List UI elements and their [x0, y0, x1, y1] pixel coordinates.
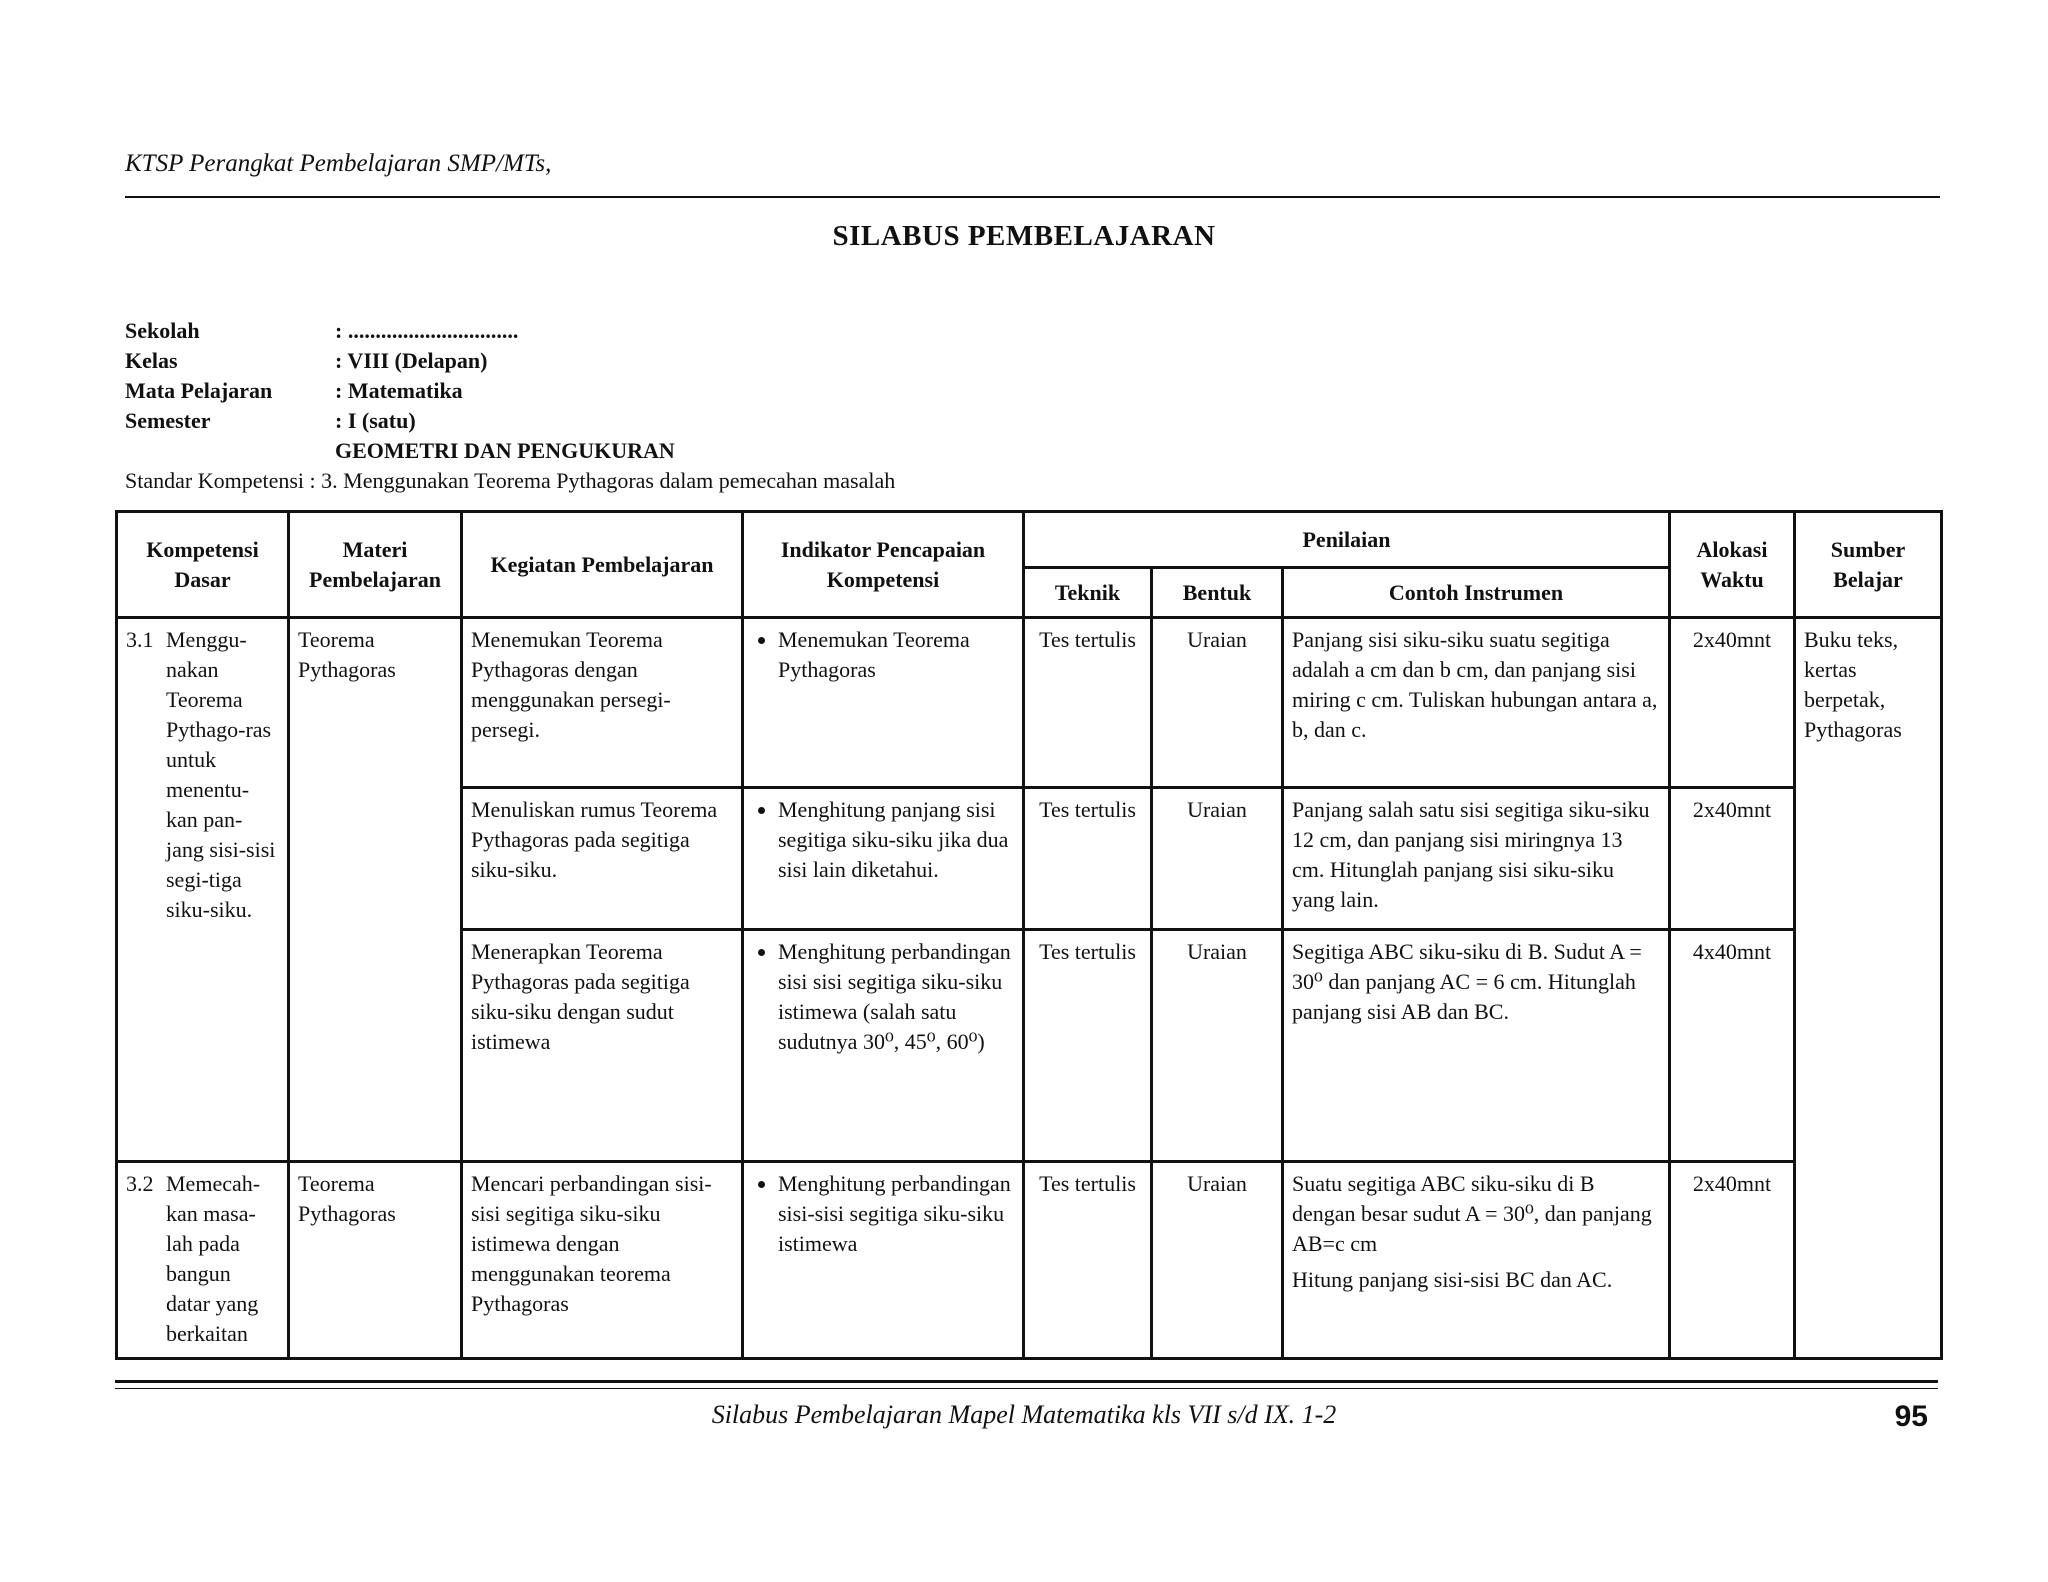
alokasi-cell: 2x40mnt	[1670, 1162, 1795, 1359]
contoh-cell: Segitiga ABC siku-siku di B. Sudut A = 30⁰ dan panjang AC = 6 cm. Hitunglah panjang sisi AB dan BC.	[1283, 930, 1670, 1162]
kegiatan-cell: Menuliskan rumus Teorema Pythagoras pada segitiga siku-siku.	[462, 788, 743, 930]
col-header-sumber: Sumber Belajar	[1795, 512, 1942, 618]
kegiatan-cell: Menemukan Teorema Pythagoras dengan menggunakan persegi-persegi.	[462, 618, 743, 788]
bentuk-cell: Uraian	[1152, 788, 1283, 930]
indikator-item: • Menghitung perbandingan sisi-sisi segitiga siku-siku istimewa	[778, 1169, 1014, 1259]
meta-row-kelas	[125, 346, 895, 376]
alokasi-cell: 2x40mnt	[1670, 618, 1795, 788]
footer-rule	[115, 1388, 1938, 1389]
indikator-item: • Menemukan Teorema Pythagoras	[778, 625, 1014, 685]
bentuk-cell: Uraian	[1152, 618, 1283, 788]
indikator-cell	[743, 1162, 1024, 1359]
kd-number: 3.2	[126, 1171, 154, 1196]
bentuk-cell: Uraian	[1152, 930, 1283, 1162]
alokasi-cell: 4x40mnt	[1670, 930, 1795, 1162]
teknik-cell: Tes tertulis	[1024, 930, 1152, 1162]
teknik-cell: Tes tertulis	[1024, 618, 1152, 788]
syllabus-table	[115, 510, 1943, 1360]
kd-text: Memecah-kan masa-lah pada bangun datar yang berkaitan	[166, 1171, 261, 1346]
meta-label: Mata Pelajaran	[125, 378, 273, 403]
kd-text: Menggu-nakan Teorema Pythago-ras untuk menentu-kan pan-jang sisi-sisi segi-tiga siku-siku.	[166, 627, 276, 922]
teknik-cell: Tes tertulis	[1024, 788, 1152, 930]
indikator-item: • Menghitung perbandingan sisi sisi segitiga siku-siku istimewa (salah satu sudutnya 30⁰, 45⁰, 60⁰)	[778, 937, 1014, 1057]
col-header-kd: Kompetensi Dasar	[117, 512, 289, 618]
alokasi-cell: 2x40mnt	[1670, 788, 1795, 930]
kegiatan-cell: Menerapkan Teorema Pythagoras pada segitiga siku-siku dengan sudut istimewa	[462, 930, 743, 1162]
header-rule	[125, 196, 1940, 198]
meta-row-sekolah	[125, 316, 895, 346]
bentuk-cell: Uraian	[1152, 1162, 1283, 1359]
indikator-cell	[743, 788, 1024, 930]
meta-row-semester	[125, 406, 895, 436]
document-title: SILABUS PEMBELAJARAN	[832, 220, 1216, 252]
meta-label: Sekolah	[125, 318, 200, 343]
table-row	[117, 618, 1942, 788]
col-header-alokasi: Alokasi Waktu	[1670, 512, 1795, 618]
teknik-cell: Tes tertulis	[1024, 1162, 1152, 1359]
meta-topic: GEOMETRI DAN PENGUKURAN	[335, 438, 675, 463]
col-header-contoh: Contoh Instrumen	[1283, 568, 1670, 618]
col-header-penilaian: Penilaian	[1024, 512, 1670, 568]
standar-kompetensi: Standar Kompetensi : 3. Menggunakan Teorema Pythagoras dalam pemecahan masalah	[125, 468, 896, 493]
running-footer: Silabus Pembelajaran Mapel Matematika kls VII s/d IX. 1-2	[711, 1400, 1337, 1429]
kd-cell-2	[117, 1162, 289, 1359]
meta-block	[125, 316, 895, 496]
meta-value: : ...............................	[335, 318, 519, 343]
table-row	[117, 1162, 1942, 1359]
page-number: 95	[1894, 1400, 1928, 1433]
running-header: KTSP Perangkat Pembelajaran SMP/MTs,	[125, 150, 552, 177]
materi-cell-2: Teorema Pythagoras	[289, 1162, 462, 1359]
col-header-materi: Materi Pembelajaran	[289, 512, 462, 618]
meta-label: Kelas	[125, 348, 178, 373]
meta-value: : I (satu)	[335, 408, 416, 433]
contoh-cell: Panjang salah satu sisi segitiga siku-siku 12 cm, dan panjang sisi miringnya 13 cm. Hitunglah panjang sisi siku-siku yang lain.	[1283, 788, 1670, 930]
col-header-teknik: Teknik	[1024, 568, 1152, 618]
materi-cell-1: Teorema Pythagoras	[289, 618, 462, 1162]
indikator-cell	[743, 930, 1024, 1162]
kegiatan-cell: Mencari perbandingan sisi-sisi segitiga siku-siku istimewa dengan menggunakan teorema Pythagoras	[462, 1162, 743, 1359]
sumber-cell: Buku teks, kertas berpetak, Pythagoras	[1795, 618, 1942, 1359]
contoh-text: Suatu segitiga ABC siku-siku di B dengan besar sudut A = 30⁰, dan panjang AB=c cm	[1292, 1171, 1652, 1256]
meta-value: : VIII (Delapan)	[335, 348, 488, 373]
kd-number: 3.1	[126, 627, 154, 652]
meta-row-mapel	[125, 376, 895, 406]
meta-value: : Matematika	[335, 378, 463, 403]
contoh-text-2: Hitung panjang sisi-sisi BC dan AC.	[1292, 1267, 1613, 1292]
contoh-cell	[1283, 1162, 1670, 1359]
indikator-cell	[743, 618, 1024, 788]
col-header-kegiatan: Kegiatan Pembelajaran	[462, 512, 743, 618]
kd-cell-1	[117, 618, 289, 1162]
col-header-indikator: Indikator Pencapaian Kompetensi	[743, 512, 1024, 618]
contoh-cell: Panjang sisi siku-siku suatu segitiga adalah a cm dan b cm, dan panjang sisi miring c cm. Tuliskan hubungan antara a, b, dan c.	[1283, 618, 1670, 788]
meta-label: Semester	[125, 408, 211, 433]
footer-rule	[115, 1380, 1938, 1383]
col-header-bentuk: Bentuk	[1152, 568, 1283, 618]
indikator-item: • Menghitung panjang sisi segitiga siku-siku jika dua sisi lain diketahui.	[778, 795, 1014, 885]
